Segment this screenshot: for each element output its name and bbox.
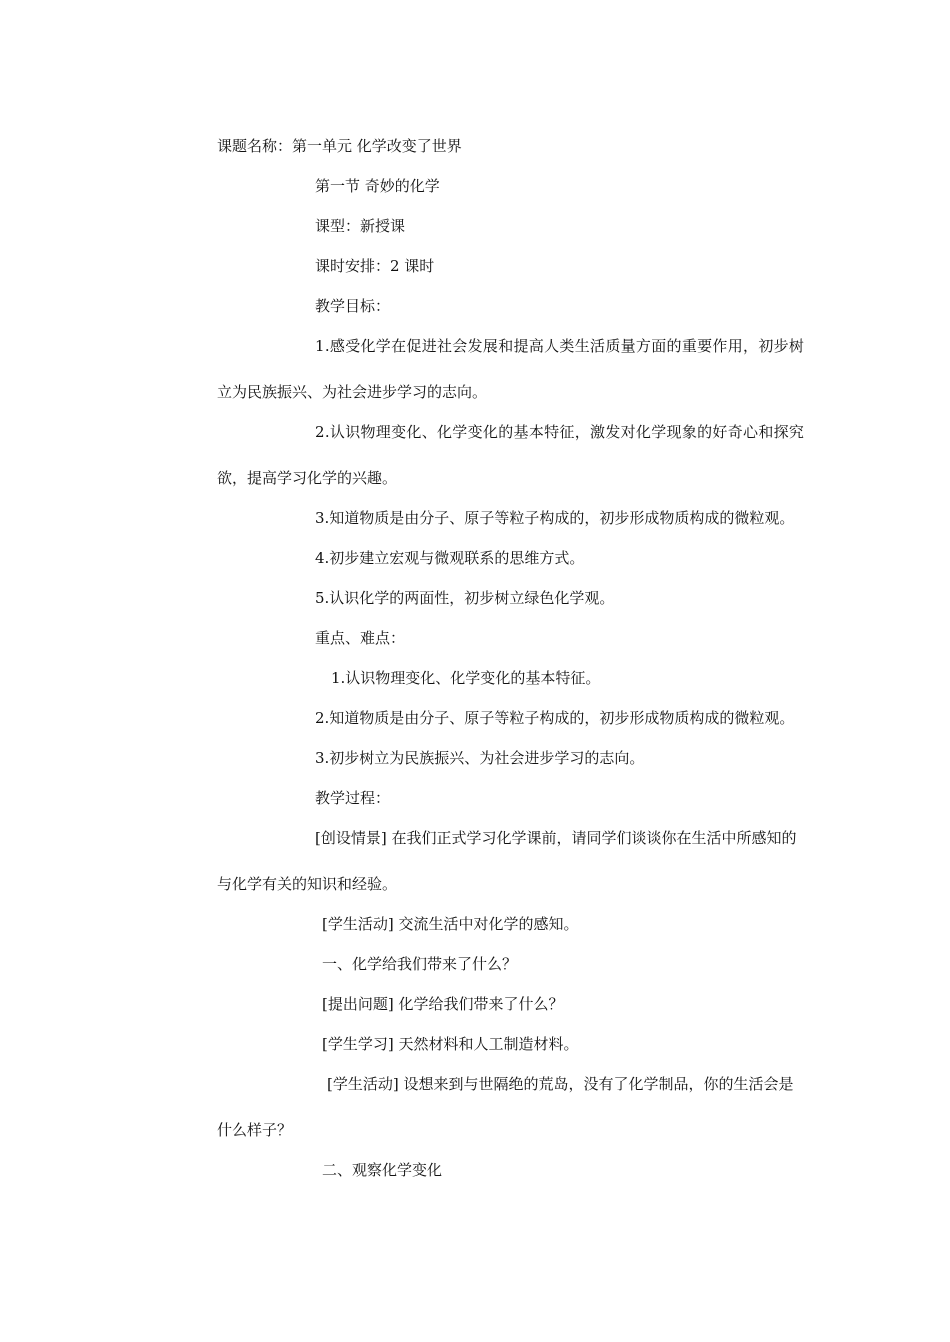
section-title: 第一节 奇妙的化学 xyxy=(315,177,440,195)
keypoint-item: 1.认识物理变化、化学变化的基本特征。 xyxy=(331,669,601,687)
study-line: [学生学习] 天然材料和人工制造材料。 xyxy=(322,1035,579,1053)
objective-item: 3.知道物质是由分子、原子等粒子构成的，初步形成物质构成的微粒观。 xyxy=(315,509,795,527)
objective-item: 5.认识化学的两面性，初步树立绿色化学观。 xyxy=(315,589,615,607)
objective-item: 2.认识物理变化、化学变化的基本特征，激发对化学现象的好奇心和探究 xyxy=(315,423,805,441)
course-title: 课题名称：第一单元 化学改变了世界 xyxy=(217,137,462,155)
part-two-heading: 二、观察化学变化 xyxy=(322,1161,443,1179)
keypoint-item: 2.知道物质是由分子、原子等粒子构成的，初步形成物质构成的微粒观。 xyxy=(315,709,795,727)
keypoints-heading: 重点、难点： xyxy=(315,629,406,647)
objective-item-continuation: 立为民族振兴、为社会进步学习的志向。 xyxy=(217,383,488,401)
scenario-paragraph: [创设情景] 在我们正式学习化学课前，请同学们谈谈你在生活中所感知的 xyxy=(315,829,797,847)
lesson-hours: 课时安排：2 课时 xyxy=(315,257,435,275)
lesson-type: 课型：新授课 xyxy=(315,217,406,235)
student-activity: [学生活动] 交流生活中对化学的感知。 xyxy=(322,915,579,933)
keypoint-item: 3.初步树立为民族振兴、为社会进步学习的志向。 xyxy=(315,749,645,767)
part-one-heading: 一、化学给我们带来了什么？ xyxy=(322,955,518,973)
objective-item: 1.感受化学在促进社会发展和提高人类生活质量方面的重要作用，初步树 xyxy=(315,337,805,355)
scenario-paragraph-continuation: 与化学有关的知识和经验。 xyxy=(217,875,398,893)
objectives-heading: 教学目标： xyxy=(315,297,391,315)
process-heading: 教学过程： xyxy=(315,789,391,807)
student-activity-continuation: 什么样子？ xyxy=(217,1121,293,1139)
objective-item: 4.初步建立宏观与微观联系的思维方式。 xyxy=(315,549,585,567)
question-line: [提出问题] 化学给我们带来了什么？ xyxy=(322,995,564,1013)
objective-item-continuation: 欲，提高学习化学的兴趣。 xyxy=(217,469,398,487)
student-activity: [学生活动] 设想来到与世隔绝的荒岛，没有了化学制品，你的生活会是 xyxy=(327,1075,794,1093)
